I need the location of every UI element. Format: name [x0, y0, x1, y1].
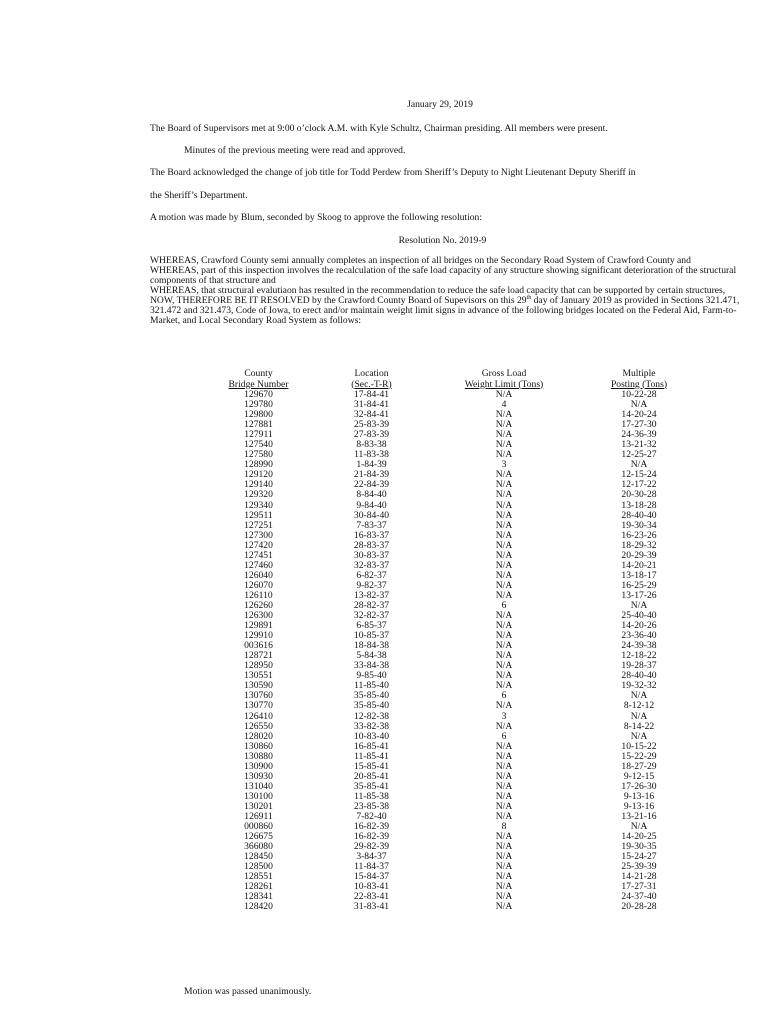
posting-cell: 16-25-29: [621, 579, 657, 591]
weight-limit-cell: N/A: [495, 409, 513, 421]
posting-cell: 24-36-39: [621, 429, 657, 441]
posting-cell: 14-20-25: [621, 831, 657, 843]
bridge-number-cell: 130551: [244, 670, 273, 682]
bridge-number-cell: 130100: [244, 790, 273, 802]
location-cell: 16-85-41: [353, 740, 390, 752]
posting-cell: 17-26-30: [621, 780, 657, 792]
location-cell: 12-82-38: [353, 710, 390, 722]
bridge-number-cell: 126260: [244, 599, 273, 611]
weight-limit-cell: N/A: [495, 479, 513, 491]
posting-cell: 20-28-28: [621, 901, 657, 913]
weight-limit-cell: N/A: [495, 881, 513, 893]
posting-cell: 17-27-30: [621, 419, 657, 431]
weight-limit-cell: 3: [501, 710, 507, 722]
bridge-number-cell: 126110: [244, 589, 273, 601]
location-cell: 31-84-41: [353, 399, 390, 411]
weight-limit-cell: N/A: [495, 630, 513, 642]
location-cell: 21-84-39: [353, 469, 390, 481]
weight-limit-cell: N/A: [495, 901, 513, 913]
weight-limit-cell: N/A: [495, 439, 513, 451]
posting-cell: 13-21-16: [621, 810, 657, 822]
bridge-number-cell: 127580: [244, 449, 273, 461]
bridge-number-cell: 126675: [244, 831, 273, 843]
weight-limit-cell: N/A: [495, 871, 513, 883]
posting-cell: 12-18-22: [621, 650, 657, 662]
posting-cell: N/A: [630, 821, 648, 833]
posting-cell: 13-18-28: [621, 499, 657, 511]
weight-limit-cell: N/A: [495, 650, 513, 662]
paragraph-motion: A motion was made by Blum, seconded by Skoog to approve the following resolution:: [150, 212, 483, 223]
bridge-number-cell: 129320: [244, 489, 273, 501]
bridge-number-cell: 366080: [244, 841, 273, 853]
bridge-table-body: [210, 390, 706, 912]
posting-cell: 20-29-39: [621, 549, 657, 561]
resolved-clause-end: day of January 2019 as provided in Sections 321.471, 321.472 and 321.473, Code of Iowa, to erect and/or maintain weight limit signs in advance of the following bridges located on the Federal Aid, Farm-to-Market, and Local Secondary Road System as follows:: [150, 295, 740, 327]
posting-cell: 15-24-27: [621, 851, 657, 863]
location-cell: 9-85-40: [356, 670, 387, 682]
location-cell: 17-84-41: [353, 389, 390, 400]
bridge-number-cell: 130900: [244, 760, 273, 772]
bridge-number-cell: 128450: [244, 851, 273, 863]
weight-limit-cell: N/A: [495, 700, 513, 712]
location-cell: 9-84-40: [356, 499, 387, 511]
location-cell: 10-83-40: [353, 730, 390, 742]
weight-limit-cell: N/A: [495, 831, 513, 843]
bridge-number-cell: 129511: [244, 509, 273, 521]
weight-limit-cell: N/A: [495, 780, 513, 792]
posting-cell: 17-27-31: [621, 881, 657, 893]
location-cell: 11-84-37: [354, 861, 389, 873]
weight-limit-cell: N/A: [495, 770, 513, 782]
location-cell: 30-84-40: [353, 509, 390, 521]
posting-cell: 23-36-40: [621, 630, 657, 642]
bridge-number-cell: 127251: [244, 519, 273, 531]
location-cell: 11-85-38: [354, 790, 389, 802]
location-cell: 16-82-39: [353, 821, 390, 833]
bridge-number-cell: 129891: [244, 620, 273, 632]
bridge-number-cell: 128721: [244, 650, 273, 662]
location-cell: 9-82-37: [356, 579, 387, 591]
location-cell: 13-82-37: [353, 589, 390, 601]
paragraph-acknowledged-line1: The Board acknowledged the change of job title for Todd Perdew from Sheriff’s Deputy to Night Lieutenant Deputy Sheriff in: [150, 167, 636, 178]
location-cell: 32-84-41: [353, 409, 390, 421]
bridge-number-cell: 000860: [244, 821, 273, 833]
resolved-clause: [150, 296, 740, 326]
posting-cell: N/A: [630, 599, 648, 611]
posting-cell: 19-30-34: [621, 519, 657, 531]
weight-limit-cell: N/A: [495, 620, 513, 632]
bridge-number-cell: 129780: [244, 399, 273, 411]
bridge-number-cell: 131040: [244, 780, 273, 792]
bridge-number-cell: 126070: [244, 579, 273, 591]
header-location: Location: [354, 368, 389, 379]
header-gross-load: Gross Load: [481, 368, 527, 379]
resolution-body: [150, 256, 740, 326]
weight-limit-cell: N/A: [495, 810, 513, 822]
location-cell: 18-84-38: [353, 640, 390, 652]
weight-limit-cell: 6: [501, 730, 507, 742]
weight-limit-cell: N/A: [495, 519, 513, 531]
posting-cell: 8-14-22: [623, 720, 655, 732]
posting-cell: 25-40-40: [621, 610, 657, 622]
bridge-number-cell: 128420: [244, 901, 273, 913]
weight-limit-cell: 6: [501, 599, 507, 611]
bridge-number-cell: 130880: [244, 750, 273, 762]
location-cell: 16-83-37: [353, 529, 390, 541]
posting-cell: 9-13-16: [623, 790, 655, 802]
posting-cell: 20-30-28: [621, 489, 657, 501]
weight-limit-cell: N/A: [495, 529, 513, 541]
location-cell: 7-83-37: [356, 519, 387, 531]
weight-limit-cell: N/A: [495, 760, 513, 772]
weight-limit-cell: N/A: [495, 851, 513, 863]
bridge-number-cell: 129340: [244, 499, 273, 511]
posting-cell: 14-20-26: [621, 620, 657, 632]
bridge-number-cell: 128950: [244, 660, 273, 672]
weight-limit-cell: N/A: [495, 750, 513, 762]
weight-limit-cell: N/A: [495, 640, 513, 652]
posting-cell: N/A: [630, 399, 648, 411]
bridge-number-cell: 126911: [244, 810, 273, 822]
posting-cell: 18-27-29: [621, 760, 657, 772]
posting-cell: 13-18-17: [621, 569, 657, 581]
posting-cell: 19-28-37: [621, 660, 657, 672]
weight-limit-cell: N/A: [495, 539, 513, 551]
bridge-number-cell: 003616: [244, 640, 273, 652]
weight-limit-cell: N/A: [495, 680, 513, 692]
weight-limit-cell: N/A: [495, 861, 513, 873]
weight-limit-cell: N/A: [495, 549, 513, 561]
location-cell: 28-83-37: [353, 539, 390, 551]
location-cell: 8-84-40: [356, 489, 387, 501]
weight-limit-cell: N/A: [495, 489, 513, 501]
header-posting: Posting (Tons): [610, 378, 668, 390]
meeting-date: January 29, 2019: [407, 99, 473, 110]
posting-cell: 13-17-26: [621, 589, 657, 601]
paragraph-board-met: The Board of Supervisors met at 9:00 o’clock A.M. with Kyle Schultz, Chairman presiding. All members were present.: [150, 123, 608, 134]
weight-limit-cell: N/A: [495, 559, 513, 571]
bridge-number-cell: 126410: [244, 710, 273, 722]
motion-passed: Motion was passed unanimously.: [184, 986, 312, 997]
posting-cell: 25-39-39: [621, 861, 657, 873]
resolved-clause-start: NOW, THEREFORE BE IT RESOLVED by the Crawford County Board of Supevisors on this 29: [150, 295, 527, 307]
weight-limit-cell: N/A: [495, 389, 513, 400]
paragraph-acknowledged-line2: the Sheriff’s Department.: [150, 190, 248, 201]
weight-limit-cell: N/A: [495, 579, 513, 591]
location-cell: 6-82-37: [356, 569, 387, 581]
posting-cell: 12-17-22: [621, 479, 657, 491]
bridge-table: [210, 369, 706, 912]
whereas-clause-2: WHEREAS, part of this inspection involves the recalculation of the safe load capacity of any structure showing significant deterioration of the structural components of that structure and: [150, 265, 737, 287]
weight-limit-cell: N/A: [495, 740, 513, 752]
posting-cell: 13-21-32: [621, 439, 657, 451]
location-cell: 30-83-37: [353, 549, 390, 561]
weight-limit-cell: 6: [501, 690, 507, 702]
posting-cell: 15-22-29: [621, 750, 657, 762]
location-cell: 29-82-39: [353, 841, 390, 853]
header-bridge-number: Bridge Number: [228, 378, 289, 390]
whereas-clause-3: WHEREAS, that structural evalutiaon has resulted in the recommendation to reduce the safe load capacity that can be supported by certain structures,: [150, 285, 726, 297]
posting-cell: 12-25-27: [621, 449, 657, 461]
location-cell: 28-82-37: [353, 599, 390, 611]
location-cell: 3-84-37: [356, 851, 387, 863]
posting-cell: 9-12-15: [623, 770, 655, 782]
posting-cell: 24-37-40: [621, 891, 657, 903]
resolution-title: Resolution No. 2019-9: [398, 235, 487, 246]
weight-limit-cell: N/A: [495, 449, 513, 461]
bridge-number-cell: 128341: [244, 891, 273, 903]
weight-limit-cell: N/A: [495, 670, 513, 682]
location-cell: 20-85-41: [353, 770, 390, 782]
weight-limit-cell: N/A: [495, 891, 513, 903]
weight-limit-cell: 8: [501, 821, 507, 833]
location-cell: 33-82-38: [353, 720, 390, 732]
weight-limit-cell: N/A: [495, 800, 513, 812]
posting-cell: 10-15-22: [621, 740, 657, 752]
location-cell: 15-85-41: [353, 760, 390, 772]
header-weight-limit: Weight Limit (Tons): [464, 378, 544, 390]
bridge-number-cell: 129670: [244, 389, 273, 400]
bridge-number-cell: 129140: [244, 479, 273, 491]
bridge-number-cell: 129910: [244, 630, 273, 642]
posting-cell: 18-29-32: [621, 539, 657, 551]
posting-cell: 14-21-28: [621, 871, 657, 883]
posting-cell: 28-40-40: [621, 670, 657, 682]
bridge-number-cell: 130860: [244, 740, 273, 752]
location-cell: 31-83-41: [353, 901, 390, 913]
posting-cell: 12-15-24: [621, 469, 657, 481]
location-cell: 32-82-37: [353, 610, 390, 622]
weight-limit-cell: N/A: [495, 841, 513, 853]
header-county: County: [244, 368, 273, 379]
weight-limit-cell: N/A: [495, 790, 513, 802]
ordinal-suffix: th: [526, 295, 532, 302]
bridge-number-cell: 127451: [244, 549, 273, 561]
header-sec-t-r: (Sec.-T-R): [351, 378, 392, 390]
location-cell: 8-83-38: [356, 439, 387, 451]
location-cell: 16-82-39: [353, 831, 390, 843]
bridge-number-cell: 129800: [244, 409, 273, 421]
bridge-number-cell: 127300: [244, 529, 273, 541]
location-cell: 11-85-40: [354, 680, 389, 692]
location-cell: 7-82-40: [356, 810, 387, 822]
weight-limit-cell: N/A: [495, 610, 513, 622]
posting-cell: 8-12-12: [623, 700, 655, 712]
table-header-row: [210, 369, 706, 380]
bridge-number-cell: 128261: [244, 881, 273, 893]
location-cell: 35-85-40: [353, 690, 390, 702]
posting-cell: 16-23-26: [621, 529, 657, 541]
weight-limit-cell: 3: [501, 459, 507, 471]
location-cell: 6-85-37: [356, 620, 387, 632]
whereas-clause-1: WHEREAS, Crawford County semi annually completes an inspection of all bridges on the Secondary Road System of Crawford County and: [150, 255, 691, 266]
weight-limit-cell: N/A: [495, 569, 513, 581]
paragraph-minutes: Minutes of the previous meeting were read and approved.: [184, 145, 406, 156]
location-cell: 23-85-38: [353, 800, 390, 812]
bridge-number-cell: 128020: [244, 730, 273, 742]
bridge-number-cell: 128551: [244, 871, 273, 883]
weight-limit-cell: N/A: [495, 589, 513, 601]
location-cell: 32-83-37: [353, 559, 390, 571]
bridge-number-cell: 130770: [244, 700, 273, 712]
weight-limit-cell: 4: [501, 399, 507, 411]
posting-cell: 14-20-24: [621, 409, 657, 421]
posting-cell: N/A: [630, 710, 648, 722]
posting-cell: 28-40-40: [621, 509, 657, 521]
weight-limit-cell: N/A: [495, 499, 513, 511]
table-row: [210, 902, 706, 912]
bridge-number-cell: 127881: [244, 419, 273, 431]
location-cell: 22-84-39: [353, 479, 390, 491]
weight-limit-cell: N/A: [495, 429, 513, 441]
location-cell: 35-85-41: [353, 780, 390, 792]
posting-cell: N/A: [630, 690, 648, 702]
posting-cell: 19-30-35: [621, 841, 657, 853]
bridge-number-cell: 130760: [244, 690, 273, 702]
location-cell: 33-84-38: [353, 660, 390, 672]
bridge-number-cell: 127540: [244, 439, 273, 451]
weight-limit-cell: N/A: [495, 509, 513, 521]
bridge-number-cell: 126300: [244, 610, 273, 622]
table-row: [210, 490, 706, 500]
bridge-number-cell: 130590: [244, 680, 273, 692]
bridge-number-cell: 126550: [244, 720, 273, 732]
bridge-number-cell: 128990: [244, 459, 273, 471]
weight-limit-cell: N/A: [495, 660, 513, 672]
posting-cell: N/A: [630, 730, 648, 742]
location-cell: 1-84-39: [356, 459, 387, 471]
bridge-number-cell: 127420: [244, 539, 273, 551]
posting-cell: 24-39-38: [621, 640, 657, 652]
weight-limit-cell: N/A: [495, 469, 513, 481]
posting-cell: 19-32-32: [621, 680, 657, 692]
bridge-number-cell: 130201: [244, 800, 273, 812]
posting-cell: 9-13-16: [623, 800, 655, 812]
bridge-number-cell: 130930: [244, 770, 273, 782]
posting-cell: N/A: [630, 459, 648, 471]
location-cell: 11-83-38: [354, 449, 389, 461]
location-cell: 25-83-39: [353, 419, 390, 431]
bridge-number-cell: 127911: [244, 429, 273, 441]
location-cell: 22-83-41: [353, 891, 390, 903]
weight-limit-cell: N/A: [495, 720, 513, 732]
location-cell: 10-83-41: [353, 881, 390, 893]
posting-cell: 10-22-28: [621, 389, 657, 400]
bridge-number-cell: 128500: [244, 861, 273, 873]
location-cell: 27-83-39: [353, 429, 390, 441]
posting-cell: 14-20-21: [621, 559, 657, 571]
weight-limit-cell: N/A: [495, 419, 513, 431]
bridge-number-cell: 126040: [244, 569, 273, 581]
table-row: [210, 701, 706, 711]
location-cell: 15-84-37: [353, 871, 390, 883]
location-cell: 5-84-38: [356, 650, 387, 662]
header-multiple: Multiple: [622, 368, 656, 379]
location-cell: 11-85-41: [354, 750, 389, 762]
bridge-number-cell: 129120: [244, 469, 273, 481]
location-cell: 35-85-40: [353, 700, 390, 712]
bridge-number-cell: 127460: [244, 559, 273, 571]
location-cell: 10-85-37: [353, 630, 390, 642]
